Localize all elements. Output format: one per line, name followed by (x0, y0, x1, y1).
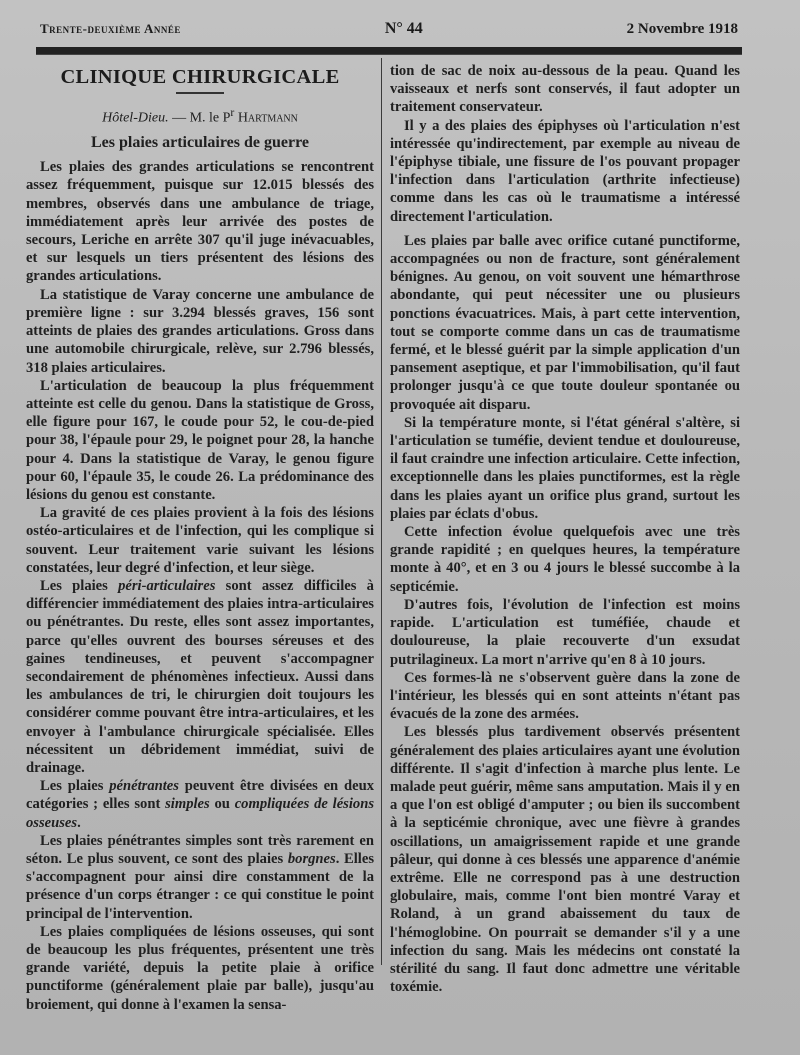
emphasis: péri-articulaires (118, 577, 216, 594)
paragraph: La statistique de Varay concerne une ambulance de première ligne : sur 3.294 blessés graves, 156 sont atteints de plaies des grandes articulations. Gross dans une automobile chirurgicale, relève, sur 2.796 blessés, 318 plaies articulaires. (26, 286, 374, 376)
text-run: Les plaies (40, 778, 110, 795)
paragraph: Il y a des plaies des épiphyses où l'articulation n'est intéressée qu'indirectement, par exemple au niveau de l'épiphyse tibiale, une fissure de l'os pouvant propager l'infection dans l'articulation (arthrite infectieuse) comme dans les cas où le traumatisme a intéressé directement l'articulation. (390, 117, 740, 225)
emphasis: simples (165, 796, 210, 813)
paragraph (26, 777, 374, 832)
byline-dash: — M. le P (168, 110, 231, 126)
byline (26, 104, 374, 128)
text-run: . Elles s'accompagnent pour ainsi dire constamment de la présence d'un corps étranger : ce qui constitue le point principal de l'intervention. (26, 850, 375, 922)
emphasis: pénétrantes (109, 778, 179, 795)
paragraph: Les blessés plus tardivement observés présentent généralement des plaies articulaires ayant une évolution différente. Il s'agit d'infection à marche plus lente. Le malade peut guérir, même sans amputation. Mais il y en a que l'on est obligé d'amputer ; ou bien ils succombent à la septicémie chronique, avec une fièvre à grandes oscillations, un amaigrissement rapide et une grande pâleur, qui donne à ces blessés une apparence d'anémie extrême. Elle ne correspond pas à une destruction globulaire, mais, comme l'ont bien montré Varay et Roland, à un grand abaissement du taux de l'hémoglobine. On pourrait se demander s'il y a une infection du sang. Mais les médecins ont constaté la stérilité du sang. Il faut donc admettre une véritable toxémie. (390, 724, 740, 996)
paragraph: La gravité de ces plaies provient à la fois des lésions ostéo-articulaires et de l'infection, qui les complique si souvent. Leur traitement varie suivant les lésions constatées, leur degré d'infection, et leur siège. (26, 505, 374, 576)
byline-sup: r (230, 106, 235, 120)
byline-author: Hartmann (234, 110, 298, 126)
paragraph (26, 577, 374, 777)
right-column (390, 62, 740, 1015)
paragraph: tion de sac de noix au-dessous de la peau. Quand les vaisseaux et nerfs sont conservés, il faut adopter un traitement conservateur. (390, 63, 740, 116)
text-run: Les plaies pénétrantes simples sont très rarement en séton. Le plus souvent, ce sont des plaies (26, 832, 374, 867)
paragraph: D'autres fois, l'évolution de l'infection est moins rapide. L'articulation est tuméfiée, chaude et douloureuse, la plaie recouverte d'un exsudat putrilagineux. La mort n'arrive qu'en 8 à 10 jours. (390, 596, 740, 668)
emphasis: borgnes (287, 850, 336, 867)
volume-label: Trente-deuxième Année (40, 21, 181, 36)
article-title: Les plaies articulaires de guerre (90, 134, 310, 152)
byline-place: Hôtel-Dieu. (102, 110, 169, 126)
text-run: . (77, 814, 81, 831)
section-title: CLINIQUE CHIRURGICALE (60, 66, 340, 88)
title-rule (176, 92, 224, 94)
paragraph: L'articulation de beaucoup la plus fréquemment atteinte est celle du genou. Dans la statistique de Gross, elle figure pour 167, le coude pour 52, le cou-de-pied pour 38, l'épaule pour 29, le poignet pour 28, la hanche pour 4. Dans la statistique de Varay, le genou figure pour 60, l'épaule 35, le coude 26. La prédominance des lésions du genou est constante. (26, 377, 374, 503)
paragraph (26, 832, 374, 923)
running-head (40, 20, 738, 42)
issue-date: 2 Novembre 1918 (626, 21, 738, 37)
paragraph: Ces formes-là ne s'observent guère dans la zone de l'intérieur, les blessés qui en sont atteints n'étant pas évacués de la zone des armées. (390, 669, 740, 723)
emphasis: compliquées de lésions osseuses (26, 796, 374, 831)
text-run: ou (209, 796, 235, 813)
paragraph: Les plaies des grandes articulations se rencontrent assez fréquemment, puisque sur 12.015 blessés des membres, observés dans une ambulance de triage, immédiatement après leur arrivée des postes de secours, Leriche en arrête 307 qu'il juge inévacuables, et sur lesquels un tiers présentent des lésions des grandes articulations. (26, 159, 374, 285)
column-divider (381, 58, 382, 965)
text-run: peuvent être divisées en deux catégories ; elles sont (26, 778, 374, 813)
header-rule (36, 47, 742, 55)
text-run: sont assez difficiles à différencier immédiatement des plaies intra-articulaires ou pénétrantes. Du reste, elles sont assez importantes, parce qu'elles ouvrent des bourses séreuses et des gaines tendineuses, et peuvent s'accompagner secondairement de phénomènes infectieux. Aussi dans les ambulances de tri, le chirurgien doit toujours les considérer comme pouvant être intra-articulaires, et les envoyer à l'ambulance chirurgicale spécialisée. Elles nécessitent un débridement immédiat, suivi de drainage. (26, 577, 374, 776)
left-column (26, 62, 374, 1015)
paragraph: Les plaies compliquées de lésions osseuses, qui sont de beaucoup les plus fréquentes, présentent une très grande variété, depuis la petite plaie à orifice punctiforme (généralement plaie par balle), jusqu'au broiement, qui donne à l'examen la sensa- (26, 923, 374, 1013)
issue-number: N° 44 (384, 20, 423, 37)
paragraph: Cette infection évolue quelquefois avec une très grande rapidité ; en quelques heures, la température monte à 40°, et en 3 ou 4 jours le blessé succombe à la septicémie. (390, 524, 740, 595)
paragraph: Les plaies par balle avec orifice cutané punctiforme, accompagnées ou non de fracture, sont généralement bénignes. Au genou, on voit souvent une hémarthrose abondante, qui peut nécessiter une ou plusieurs ponctions évacuatrices. Mais, à part cette intervention, tout se comporte comme dans un cas de traumatisme fermé, et le blessé guérit par la simple application d'un pansement aseptique, et par l'immobilisation, qu'il faut prolonger jusqu'à ce que toute douleur spontanée ou provoquée ait disparu. (390, 232, 740, 413)
text-run: Les plaies (40, 577, 119, 594)
paragraph: Si la température monte, si l'état général s'altère, si l'articulation se tuméfie, devient tendue et douloureuse, il faut craindre une infection articulaire. Cette infection, exceptionnelle dans les plaies punctiformes, est la règle dans les plaies ayant un orifice plus grand, surtout les plaies par éclats d'obus. (390, 414, 740, 522)
